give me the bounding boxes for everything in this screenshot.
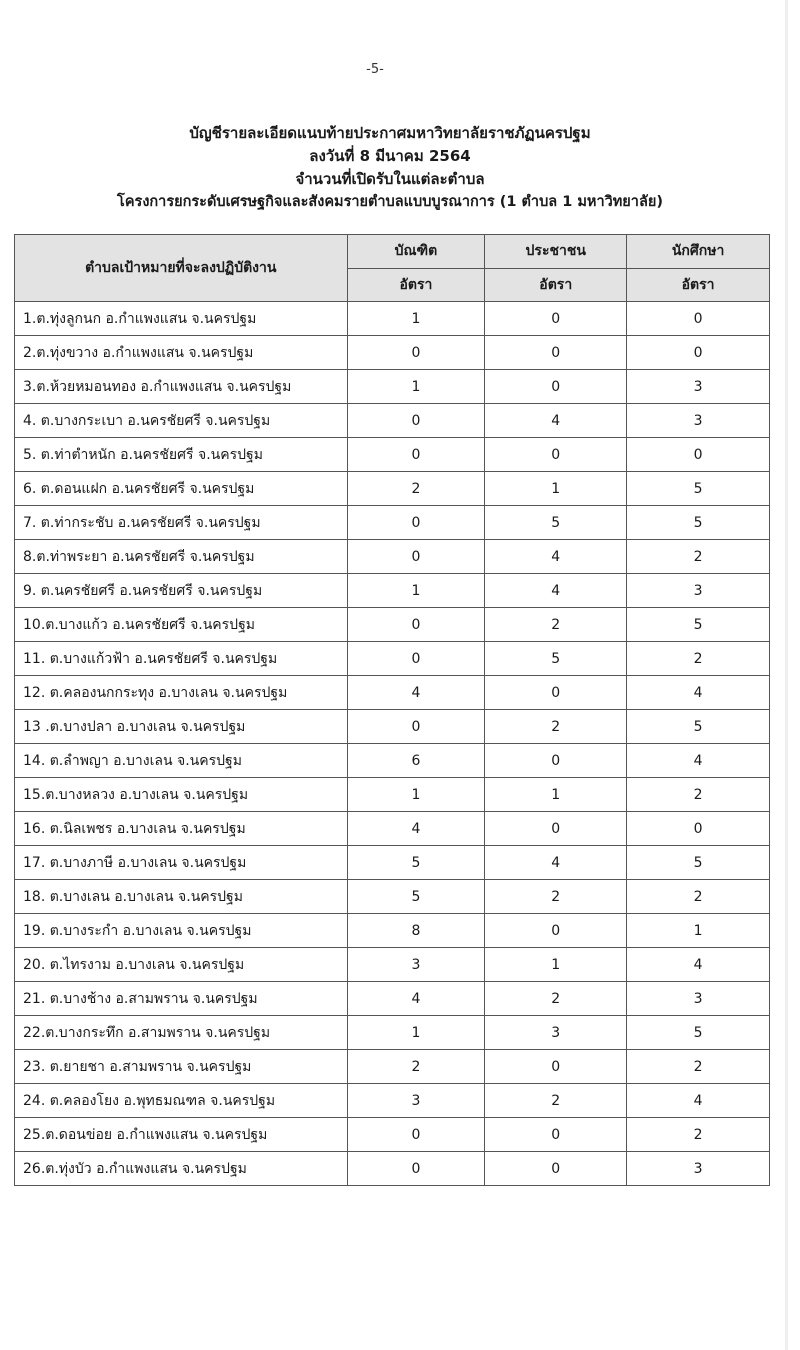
subdistrict-name-cell: 1.ต.ทุ่งลูกนก อ.กำแพงแสน จ.นครปฐม [15,302,348,336]
target-subdistrict-header: ตำบลเป้าหมายที่จะลงปฏิบัติงาน [15,235,348,302]
student-rate-cell: 3 [627,404,770,438]
table-row [15,540,770,574]
subdistrict-name-cell: 18. ต.บางเลน อ.บางเลน จ.นครปฐม [15,880,348,914]
graduate-rate-cell: 2 [347,472,485,506]
graduate-rate-cell: 0 [347,540,485,574]
student-rate-cell: 2 [627,880,770,914]
graduate-rate-cell: 0 [347,608,485,642]
student-rate-cell: 4 [627,676,770,710]
public-rate-cell: 2 [485,982,627,1016]
document-title [15,122,765,214]
title-line-2: ลงวันที่ 8 มีนาคม 2564 [309,147,471,165]
student-rate-cell: 4 [627,948,770,982]
subdistrict-name-cell: 21. ต.บางช้าง อ.สามพราน จ.นครปฐม [15,982,348,1016]
student-rate-cell: 3 [627,1152,770,1186]
graduate-rate-cell: 4 [347,982,485,1016]
table-row [15,1118,770,1152]
table-row [15,778,770,812]
table-row [15,404,770,438]
public-rate-cell: 0 [485,438,627,472]
table-row [15,642,770,676]
table-row [15,846,770,880]
graduate-rate-cell: 5 [347,880,485,914]
subdistrict-name-cell: 5. ต.ท่าตำหนัก อ.นครชัยศรี จ.นครปฐม [15,438,348,472]
student-header: นักศึกษา [627,235,770,269]
table-row [15,948,770,982]
public-rate-cell: 0 [485,812,627,846]
public-rate-cell: 2 [485,608,627,642]
subdistrict-name-cell: 15.ต.บางหลวง อ.บางเลน จ.นครปฐม [15,778,348,812]
student-rate-cell: 5 [627,506,770,540]
title-line-3: จำนวนที่เปิดรับในแต่ละตำบล [295,170,485,188]
table-row [15,370,770,404]
graduate-rate-cell: 0 [347,506,485,540]
public-rate-cell: 1 [485,948,627,982]
student-rate-cell: 3 [627,574,770,608]
student-rate-cell: 5 [627,472,770,506]
public-rate-cell: 4 [485,404,627,438]
public-rate-cell: 0 [485,336,627,370]
subdistrict-name-cell: 12. ต.คลองนกกระทุง อ.บางเลน จ.นครปฐม [15,676,348,710]
public-rate-cell: 4 [485,846,627,880]
table-row [15,608,770,642]
student-rate-cell: 3 [627,370,770,404]
graduate-rate-cell: 0 [347,404,485,438]
graduate-rate-cell: 0 [347,1152,485,1186]
graduate-rate-cell: 4 [347,676,485,710]
subdistrict-name-cell: 3.ต.ห้วยหมอนทอง อ.กำแพงแสน จ.นครปฐม [15,370,348,404]
public-rate-cell: 0 [485,744,627,778]
table-row [15,1084,770,1118]
student-rate-cell: 1 [627,914,770,948]
graduate-rate-cell: 1 [347,574,485,608]
graduate-rate-cell: 1 [347,302,485,336]
graduate-rate-cell: 1 [347,1016,485,1050]
graduate-rate-cell: 4 [347,812,485,846]
graduate-rate-cell: 8 [347,914,485,948]
subdistrict-name-cell: 16. ต.นิลเพชร อ.บางเลน จ.นครปฐม [15,812,348,846]
public-rate-cell: 0 [485,1050,627,1084]
student-rate-cell: 0 [627,302,770,336]
table-row [15,812,770,846]
subdistrict-name-cell: 2.ต.ทุ่งขวาง อ.กำแพงแสน จ.นครปฐม [15,336,348,370]
subdistrict-name-cell: 22.ต.บางกระทึก อ.สามพราน จ.นครปฐม [15,1016,348,1050]
public-rate-cell: 5 [485,642,627,676]
public-rate-cell: 2 [485,1084,627,1118]
subdistrict-name-cell: 4. ต.บางกระเบา อ.นครชัยศรี จ.นครปฐม [15,404,348,438]
student-rate-cell: 4 [627,744,770,778]
graduate-rate-cell: 1 [347,778,485,812]
student-rate-cell: 2 [627,778,770,812]
graduate-rate-cell: 5 [347,846,485,880]
subdistrict-name-cell: 9. ต.นครชัยศรี อ.นครชัยศรี จ.นครปฐม [15,574,348,608]
student-rate-cell: 0 [627,812,770,846]
student-rate-cell: 0 [627,336,770,370]
graduate-rate-cell: 2 [347,1050,485,1084]
student-rate-cell: 2 [627,1050,770,1084]
table-row [15,574,770,608]
table-row [15,710,770,744]
table-row [15,336,770,370]
subdistrict-name-cell: 11. ต.บางแก้วฟ้า อ.นครชัยศรี จ.นครปฐม [15,642,348,676]
table-row [15,1016,770,1050]
student-rate-cell: 2 [627,1118,770,1152]
subdistrict-name-cell: 7. ต.ท่ากระชับ อ.นครชัยศรี จ.นครปฐม [15,506,348,540]
subdistrict-name-cell: 19. ต.บางระกำ อ.บางเลน จ.นครปฐม [15,914,348,948]
public-rate-cell: 3 [485,1016,627,1050]
student-rate-cell: 2 [627,642,770,676]
student-rate-header: อัตรา [627,268,770,302]
public-rate-cell: 4 [485,540,627,574]
public-rate-cell: 4 [485,574,627,608]
table-row [15,914,770,948]
table-row [15,472,770,506]
table-row [15,506,770,540]
title-line-1: บัญชีรายละเอียดแนบท้ายประกาศมหาวิทยาลัยราชภัฏนครปฐม [189,124,591,142]
public-rate-cell: 1 [485,472,627,506]
subdistrict-name-cell: 6. ต.ดอนแฝก อ.นครชัยศรี จ.นครปฐม [15,472,348,506]
subdistrict-name-cell: 25.ต.ดอนข่อย อ.กำแพงแสน จ.นครปฐม [15,1118,348,1152]
public-rate-header: อัตรา [485,268,627,302]
student-rate-cell: 5 [627,710,770,744]
subdistrict-name-cell: 23. ต.ยายชา อ.สามพราน จ.นครปฐม [15,1050,348,1084]
graduate-header: บัณฑิต [347,235,485,269]
subdistrict-name-cell: 20. ต.ไทรงาม อ.บางเลน จ.นครปฐม [15,948,348,982]
graduate-rate-cell: 0 [347,336,485,370]
subdistrict-name-cell: 26.ต.ทุ่งบัว อ.กำแพงแสน จ.นครปฐม [15,1152,348,1186]
graduate-rate-cell: 0 [347,642,485,676]
graduate-rate-cell: 0 [347,710,485,744]
public-rate-cell: 0 [485,676,627,710]
public-rate-cell: 1 [485,778,627,812]
table-row [15,302,770,336]
table-row [15,1152,770,1186]
table-header [15,235,770,302]
public-rate-cell: 0 [485,1118,627,1152]
subdistrict-name-cell: 24. ต.คลองโยง อ.พุทธมณฑล จ.นครปฐม [15,1084,348,1118]
table-row [15,744,770,778]
student-rate-cell: 5 [627,846,770,880]
public-rate-cell: 5 [485,506,627,540]
graduate-rate-cell: 0 [347,438,485,472]
subdistrict-name-cell: 8.ต.ท่าพระยา อ.นครชัยศรี จ.นครปฐม [15,540,348,574]
graduate-rate-header: อัตรา [347,268,485,302]
subdistrict-name-cell: 14. ต.ลำพญา อ.บางเลน จ.นครปฐม [15,744,348,778]
title-line-4: โครงการยกระดับเศรษฐกิจและสังคมรายตำบลแบบบูรณาการ (1 ตำบล 1 มหาวิทยาลัย) [117,194,663,210]
student-rate-cell: 3 [627,982,770,1016]
graduate-rate-cell: 1 [347,370,485,404]
student-rate-cell: 0 [627,438,770,472]
table-row [15,438,770,472]
public-rate-cell: 0 [485,1152,627,1186]
public-rate-cell: 0 [485,370,627,404]
public-rate-cell: 2 [485,880,627,914]
public-header: ประชาชน [485,235,627,269]
public-rate-cell: 0 [485,302,627,336]
table-row [15,1050,770,1084]
student-rate-cell: 4 [627,1084,770,1118]
subdistrict-name-cell: 10.ต.บางแก้ว อ.นครชัยศรี จ.นครปฐม [15,608,348,642]
student-rate-cell: 5 [627,608,770,642]
page-edge-shadow [785,0,788,1350]
table-row [15,676,770,710]
graduate-rate-cell: 3 [347,948,485,982]
subdistrict-name-cell: 17. ต.บางภาษี อ.บางเลน จ.นครปฐม [15,846,348,880]
public-rate-cell: 2 [485,710,627,744]
table-row [15,982,770,1016]
public-rate-cell: 0 [485,914,627,948]
graduate-rate-cell: 6 [347,744,485,778]
graduate-rate-cell: 0 [347,1118,485,1152]
student-rate-cell: 2 [627,540,770,574]
table-body [15,302,770,1186]
rates-table [14,234,770,1186]
table-row [15,880,770,914]
student-rate-cell: 5 [627,1016,770,1050]
graduate-rate-cell: 3 [347,1084,485,1118]
page-number: -5- [366,62,384,77]
subdistrict-name-cell: 13 .ต.บางปลา อ.บางเลน จ.นครปฐม [15,710,348,744]
